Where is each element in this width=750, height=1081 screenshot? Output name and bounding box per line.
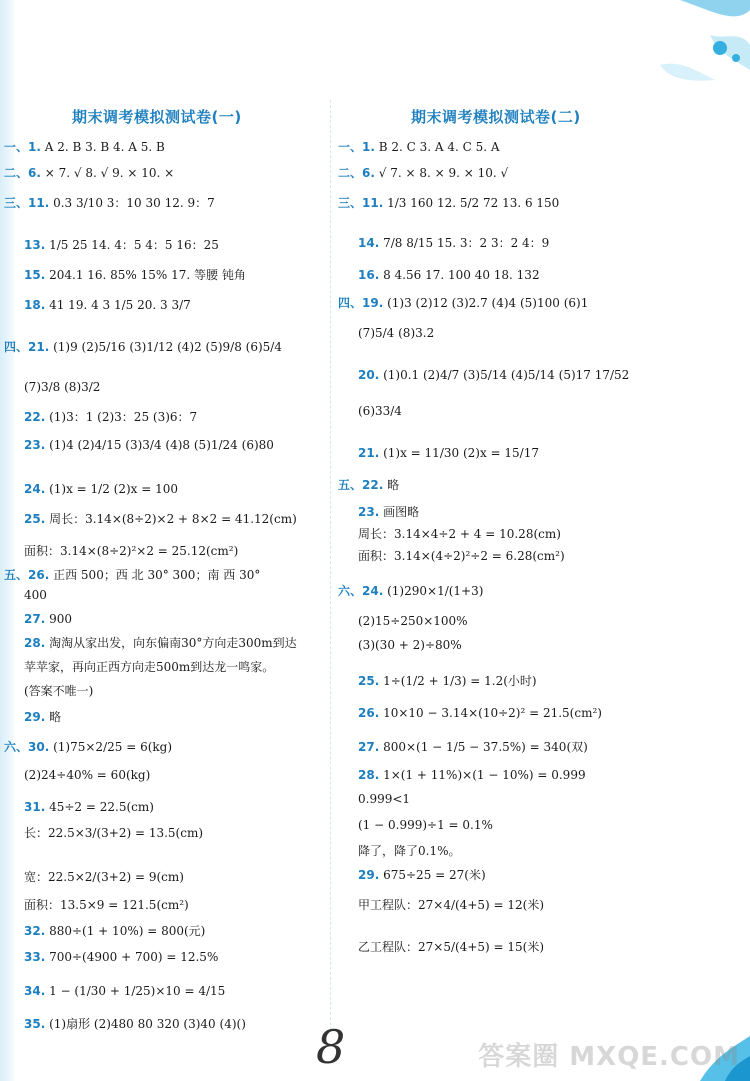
answer-line [24,898,189,912]
answer-text: 画图略 [383,505,420,519]
answer-line [358,818,493,832]
answer-text: 宽：22.5×2/(3+2) = 9(cm) [24,870,184,884]
question-number: 6. [362,166,375,180]
answer-line [358,940,544,954]
column-divider [330,100,331,1030]
answer-text: (3)(30 + 2)÷80% [358,638,462,652]
answer-line [24,768,150,782]
answer-line [24,684,93,698]
answer-text: 400 [24,588,47,602]
answer-line [358,638,462,652]
answer-line [24,410,197,424]
answer-text: A 2. B 3. B 4. A 5. B [44,140,165,154]
question-number: 14. [358,236,380,250]
corner-splash-icon [640,0,750,110]
answer-text: × 7. √ 8. √ 9. × 10. × [44,166,175,180]
question-number: 13. [24,238,46,252]
answer-line [4,340,282,354]
question-number: 23. [358,505,380,519]
answer-line [358,740,588,754]
answer-text: (答案不唯一) [24,684,94,698]
answer-line [338,166,508,180]
answer-text: √ 7. × 8. × 9. × 10. √ [378,166,509,180]
answer-line [24,438,274,452]
answer-line [358,768,586,782]
answer-text: 900 [49,612,72,626]
answer-line [358,236,549,250]
answer-text: (1)290×1/(1+3) [387,584,484,598]
question-number: 1. [362,140,375,154]
answer-line [358,868,486,882]
answer-text: 8 4.56 17. 100 40 18. 132 [383,268,540,282]
answer-line [24,826,203,840]
answer-text: 41 19. 4 3 1/5 20. 3 3/7 [49,298,191,312]
answer-text: (1)4 (2)4/15 (3)3/4 (4)8 (5)1/24 (6)80 [49,438,274,452]
section-marker: 二、 [338,166,363,180]
question-number: 26. [28,568,50,582]
answer-text: 0.999<1 [358,792,411,806]
answer-text: 周长：3.14×(8÷2)×2 + 8×2 = 41.12(cm) [49,512,297,526]
question-number: 27. [358,740,380,754]
question-number: 27. [24,612,46,626]
answer-line [358,614,468,628]
answer-line [24,636,297,650]
answer-line [358,505,419,519]
answer-text: 正西 500；西 北 30° 300；南 西 30° [53,568,261,582]
answer-text: B 2. C 3. A 4. C 5. A [378,140,500,154]
question-number: 35. [24,1017,46,1031]
answer-text: 1÷(1/2 + 1/3) = 1.2(小时) [383,674,537,688]
answer-line [358,706,602,720]
answer-line [24,660,274,674]
answer-text: (1 − 0.999)÷1 = 0.1% [358,818,493,832]
answer-line [24,380,100,394]
section-marker: 一、 [4,140,29,154]
question-number: 16. [358,268,380,282]
answer-text: 675÷25 = 27(米) [383,868,486,882]
answer-line [24,710,61,724]
question-number: 33. [24,950,46,964]
section-marker: 六、 [338,584,363,598]
answer-line [358,674,537,688]
answer-line [24,268,246,282]
answer-text: (7)3/8 (8)3/2 [24,380,101,394]
answer-text: (1)3 (2)12 (3)2.7 (4)4 (5)100 (6)1 [387,296,589,310]
answer-line [338,140,500,154]
answer-text: (1)0.1 (2)4/7 (3)5/14 (4)5/14 (5)17 17/52 [383,368,630,382]
answer-text: 略 [387,478,400,492]
answer-line [358,549,565,563]
answer-text: 面积：3.14×(8÷2)²×2 = 25.12(cm²) [24,544,239,558]
answer-line [24,544,238,558]
answer-text: 面积：3.14×(4÷2)²÷2 = 6.28(cm²) [358,549,565,563]
answer-line [24,612,72,626]
question-number: 25. [358,674,380,688]
answer-text: 略 [49,710,62,724]
answer-text: (1)x = 1/2 (2)x = 100 [49,482,179,496]
section-marker: 四、 [338,296,363,310]
question-number: 29. [24,710,46,724]
question-number: 22. [24,410,46,424]
right-exam-title: 期末调考模拟测试卷(二) [411,108,581,126]
answer-line [358,898,544,912]
question-number: 20. [358,368,380,382]
answer-text: 0.3 3/10 3：10 30 12. 9：7 [53,196,215,210]
section-marker: 四、 [4,340,29,354]
section-marker: 六、 [4,740,29,754]
question-number: 24. [24,482,46,496]
answer-line [24,238,219,252]
question-number: 23. [24,438,46,452]
answer-line [4,196,215,210]
question-number: 1. [28,140,41,154]
answer-line [24,1017,246,1031]
answer-line [358,527,561,541]
answer-text: (2)24÷40% = 60(kg) [24,768,151,782]
section-marker: 一、 [338,140,363,154]
answer-line [24,870,184,884]
answer-text: 1×(1 + 11%)×(1 − 10%) = 0.999 [383,768,586,782]
question-number: 30. [28,740,50,754]
answer-line [358,268,540,282]
question-number: 18. [24,298,46,312]
question-number: 34. [24,984,46,998]
answer-text: 45÷2 = 22.5(cm) [49,800,154,814]
answer-line [4,166,174,180]
answer-line [338,478,399,492]
left-decorative-strip [0,0,14,1081]
question-number: 24. [362,584,384,598]
answer-text: (1)扇形 (2)480 80 320 (3)40 (4)() [49,1017,246,1031]
answer-text: 长：22.5×3/(3+2) = 13.5(cm) [24,826,204,840]
answer-text: 10×10 − 3.14×(10÷2)² = 21.5(cm²) [383,706,602,720]
answer-line [24,924,205,938]
answer-text: 甲工程队：27×4/(4+5) = 12(米) [358,898,545,912]
answer-line [358,404,402,418]
section-marker: 三、 [4,196,29,210]
answer-text: (7)5/4 (8)3.2 [358,326,435,340]
section-marker: 三、 [338,196,363,210]
answer-line [358,446,539,460]
question-number: 31. [24,800,46,814]
answer-text: 1/5 25 14. 4：5 4：5 16：25 [49,238,219,252]
answer-line [338,196,559,210]
watermark: 答案圈 MXQE.COM [478,1042,740,1072]
answer-line [358,792,410,806]
answer-line [4,740,172,754]
answer-text: 面积：13.5×9 = 121.5(cm²) [24,898,189,912]
answer-text: 淘淘从家出发，向东偏南30°方向走300m到达 [49,636,297,650]
answer-text: 204.1 16. 85% 15% 17. 等腰 钝角 [49,268,246,282]
question-number: 21. [358,446,380,460]
question-number: 32. [24,924,46,938]
question-number: 28. [24,636,46,650]
answer-text: 苹苹家，再向正西方向走500m到达龙一鸣家。 [24,660,275,674]
answer-text: 7/8 8/15 15. 3：2 3：2 4：9 [383,236,550,250]
answer-text: (1)x = 11/30 (2)x = 15/17 [383,446,539,460]
question-number: 19. [362,296,384,310]
answer-text: 周长：3.14×4÷2 + 4 = 10.28(cm) [358,527,561,541]
answer-text: (6)33/4 [358,404,402,418]
answer-text: 降了，降了0.1%。 [358,844,461,858]
question-number: 11. [362,196,384,210]
answer-text: 1/3 160 12. 5/2 72 13. 6 150 [387,196,560,210]
question-number: 26. [358,706,380,720]
answer-line [24,984,225,998]
answer-text: 700÷(4900 + 700) = 12.5% [49,950,219,964]
answer-line [358,368,629,382]
question-number: 6. [28,166,41,180]
question-number: 25. [24,512,46,526]
answer-text: 1 − (1/30 + 1/25)×10 = 4/15 [49,984,226,998]
answer-line [24,950,218,964]
answer-line [4,140,165,154]
question-number: 21. [28,340,50,354]
answer-line [24,588,47,602]
answer-line [4,568,260,582]
answer-line [358,326,434,340]
question-number: 15. [24,268,46,282]
section-marker: 五、 [4,568,29,582]
answer-line [24,800,154,814]
answer-line [24,512,297,526]
left-exam-title: 期末调考模拟测试卷(一) [72,108,242,126]
answer-line [358,844,461,858]
answer-line [24,298,191,312]
answer-text: (1)3：1 (2)3：25 (3)6：7 [49,410,198,424]
section-marker: 二、 [4,166,29,180]
question-number: 28. [358,768,380,782]
answer-text: (2)15÷250×100% [358,614,468,628]
answer-text: 800×(1 − 1/5 − 37.5%) = 340(双) [383,740,588,754]
answer-text: (1)75×2/25 = 6(kg) [53,740,173,754]
answer-text: 880÷(1 + 10%) = 800(元) [49,924,206,938]
answer-line [338,296,588,310]
question-number: 11. [28,196,50,210]
section-marker: 五、 [338,478,363,492]
page-number: 8 [316,1020,346,1074]
answer-text: 乙工程队：27×5/(4+5) = 15(米) [358,940,545,954]
question-number: 29. [358,868,380,882]
answer-text: (1)9 (2)5/16 (3)1/12 (4)2 (5)9/8 (6)5/4 [53,340,282,354]
answer-line [24,482,178,496]
answer-line [338,584,483,598]
question-number: 22. [362,478,384,492]
